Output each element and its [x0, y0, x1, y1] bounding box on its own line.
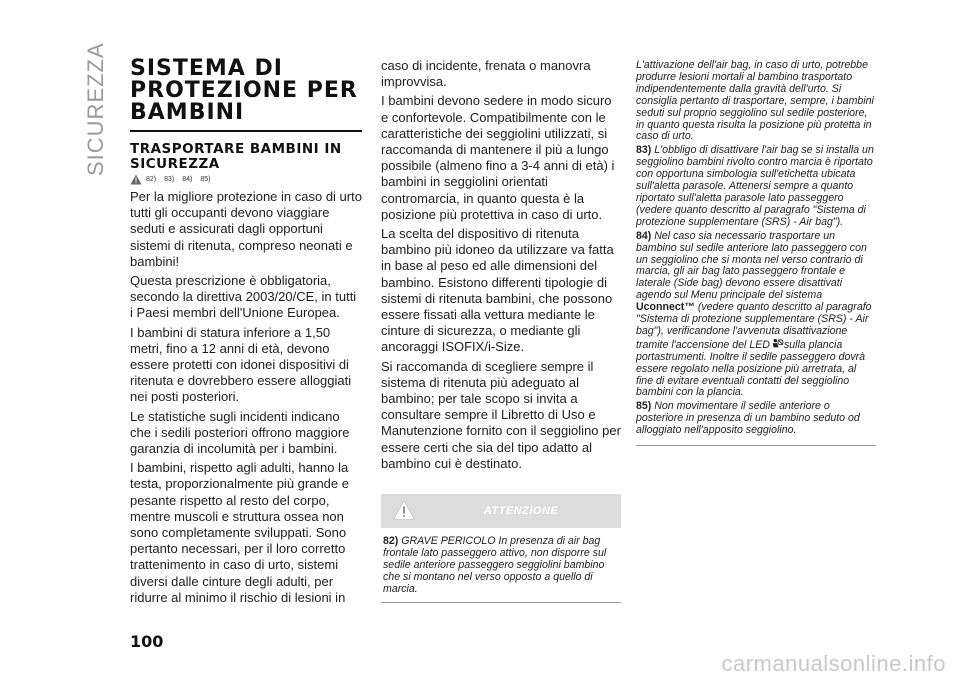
note-text: L'obbligo di disattivare l'air bag se si installa un seggiolino bambini rivolto contro marcia è riportato con opportuna simbologia sull'etichetta ubicata sull'aletta parasole. Attenersi sempre a quanto riportato sull'aletta parasole lato passeggero (vedere quanto descritto al paragrafo "Sistema di protezione supplementare (SRS) - Air bag").: [636, 144, 874, 228]
note-text: GRAVE PERICOLO In presenza di air bag frontale lato passeggero attivo, non disporre sul sedile anteriore passeggero seggiolini bambino che si montano nel verso opposto a quello di marcia.: [383, 535, 607, 595]
warning-refs: [130, 174, 362, 185]
note-83: [636, 145, 876, 228]
paragraph: I bambini devono sedere in modo sicuro e confortevole. Compatibilmente con le caratteristiche dei seggiolini utilizzati, si raccomanda di mantenere il più a lungo possibile (almeno fino a 3-4 anni di età) i bambini in seggiolini orientati contromarcia, in quanto questa è la posizione più protettiva in caso di urto.: [381, 93, 615, 222]
brand-name: Uconnect™: [636, 301, 695, 314]
note-number: 84): [636, 229, 652, 242]
paragraph: Questa prescrizione è obbligatoria, secondo la direttiva 2003/20/CE, in tutti i Paesi membri dell'Unione Europea.: [130, 273, 357, 321]
paragraph: La scelta del dispositivo di ritenuta bambino più idoneo da utilizzare va fatta in base al peso ed alle dimensioni del bambino. Esistono differenti tipologie di sistemi di ritenuta bambini, che possono essere fissati alla vettura mediante le cinture di sicurezza, o mediante gli ancoraggi ISOFIX/i-Size.: [381, 226, 614, 355]
column-3: [636, 60, 876, 446]
warning-ref: 83): [164, 176, 175, 183]
title-rule: [130, 130, 362, 132]
attention-body: [381, 528, 621, 603]
attention-title: ATTENZIONE: [483, 505, 559, 518]
paragraph: Si raccomanda di scegliere sempre il sistema di ritenuta più adeguato al bambino; per tale scopo si invita a consultare sempre il Libretto di Uso e Manutenzione fornito con il seggiolino per essere certi che sia del tipo adatto al bambino cui è destinato.: [381, 358, 621, 471]
paragraph: Le statistiche sugli incidenti indicano che i sedili posteriori offrono maggiore garanzia di incolumità per i bambini.: [130, 408, 350, 457]
note-text: (vedere quanto descritto al paragrafo "Sistema di protezione supplementare (SRS) - Air bag"), verificandone l'avvenuta disattivazione tramite l'accensione del LED: [636, 301, 872, 351]
page-number: 100: [130, 632, 164, 651]
note-number: 83): [636, 144, 652, 157]
paragraph: I bambini, rispetto agli adulti, hanno la testa, proporzionalmente più grande e pesante rispetto al resto del corpo, mentre muscoli e struttura ossea non sono completamente sviluppati. Sono pertanto necessari, per il loro corretto trattenimento in caso di urto, sistemi diversi dalle cinture degli adulti, per ridurre al minimo il rischio di lesioni in: [130, 460, 349, 605]
note-intro: L'attivazione dell'air bag, in caso di urto, potrebbe produrre lesioni mortali al bambino trasportato indipendentemente dalla gravità dell'urto. Si consiglia pertanto di trasportare, sempre, i bambini seduti sul proprio seggiolino sul sedile posteriore, in quanto questa risulta la posizione più protetta in caso di urto.: [636, 59, 874, 143]
warning-ref: 84): [182, 176, 193, 183]
attention-box: [381, 494, 621, 603]
warning-icon: [393, 500, 415, 520]
subsection-title: TRASPORTARE BAMBINI IN SICUREZZA: [130, 141, 342, 172]
note-text: sulla plancia portastrumenti. Inoltre il sedile passeggero dovrà essere regolato nella posizione più arretrata, al fine di evitare eventuali contatti del seggiolino bambini con la plancia.: [636, 338, 866, 399]
note-text: Non movimentare il sedile anteriore o posteriore in presenza di un bambino seduto od alloggiato nell'apposito seggiolino.: [636, 400, 860, 437]
paragraph: caso di incidente, frenata o manovra improvvisa.: [381, 58, 591, 90]
column-1: [130, 58, 362, 609]
note-82: [383, 536, 619, 596]
paragraph: I bambini di statura inferiore a 1,50 metri, fino a 12 anni di età, devono essere protetti con idonei dispositivi di ritenuta e dovrebbero essere alloggiati nei posti posteriori.: [130, 324, 352, 405]
column-2: [381, 58, 621, 603]
warning-ref: 82): [146, 176, 157, 183]
notes-box: [636, 60, 876, 446]
warning-icon: [130, 174, 142, 185]
note-84: [636, 231, 876, 400]
attention-header: [381, 494, 621, 528]
note-number: 82): [383, 535, 399, 548]
note-number: 85): [636, 400, 652, 413]
warning-ref: 85): [200, 176, 211, 183]
section-side-tab-label: SICUREZZA: [83, 42, 108, 176]
note-85: [636, 401, 876, 437]
section-title: SISTEMA DI PROTEZIONE PER BAMBINI: [130, 56, 358, 125]
airbag-off-icon: [770, 338, 784, 350]
note-text: Nel caso sia necessario trasportare un bambino sul sedile anteriore lato passeggero con un seggiolino che si monta nel verso contrario di marcia, gli air bag lato passeggero frontale e laterale (Side bag) devono essere disattivati agendo sul Menu principale del sistema: [636, 229, 867, 302]
paragraph: Per la migliore protezione in caso di urto tutti gli occupanti devono viaggiare seduti e assicurati dagli opportuni sistemi di ritenuta, compreso neonati e bambini!: [130, 189, 362, 269]
watermark: carmanualsonline.info: [721, 651, 946, 676]
